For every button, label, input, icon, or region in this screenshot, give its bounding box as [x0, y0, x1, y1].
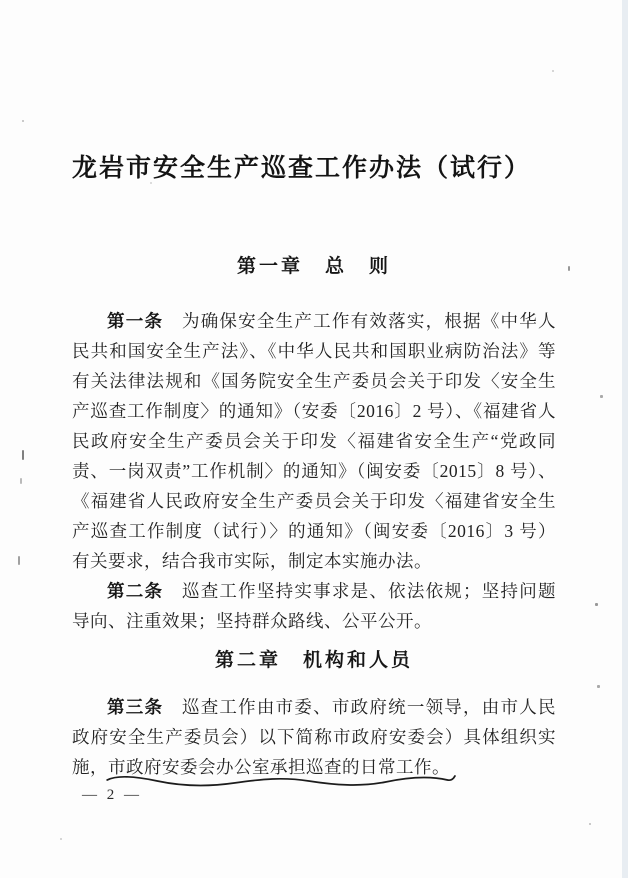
scan-speck [597, 685, 600, 688]
text-line [72, 336, 556, 366]
scan-speck [18, 556, 20, 565]
article-label: 第一条 [107, 311, 164, 331]
page-number: — 2 — [82, 787, 142, 803]
scan-speck [600, 395, 603, 398]
text-line [72, 516, 556, 546]
article-label: 第二条 [107, 581, 164, 601]
text-line [72, 606, 556, 636]
text-segment: 产巡查工作制度（试行）〉的通知》（闽安委〔2016〕3 号） [72, 521, 556, 541]
text-segment: 巡查工作由市委、市政府统一领导，由市人民 [163, 697, 556, 717]
text-segment: 导向、注重效果；坚持群众路线、公平公开。 [72, 611, 432, 631]
scan-edge-strip [622, 0, 628, 878]
text-line [72, 692, 556, 722]
text-line [72, 366, 556, 396]
scan-speck [150, 182, 152, 184]
text-segment: 巡查工作坚持实事求是、依法依规；坚持问题 [163, 581, 556, 601]
article-label: 第三条 [107, 697, 164, 717]
text-segment: 责、一岗双责”工作机制〉的通知》（闽安委〔2015〕8 号）、 [72, 461, 556, 481]
scan-speck [595, 603, 598, 606]
text-segment: 有关法律法规和《国务院安全生产委员会关于印发〈安全生 [72, 371, 556, 391]
text-segment: 施， [72, 757, 108, 777]
text-segment: 民共和国安全生产法》、《中华人民共和国职业病防治法》等 [72, 341, 556, 361]
document-title: 龙岩市安全生产巡查工作办法（试行） [72, 155, 532, 182]
text-line [72, 396, 556, 426]
underlined-text: 市政府安委会办公室承担巡查的日常工作。 [108, 757, 450, 777]
text-line [72, 306, 556, 336]
scan-speck [60, 838, 62, 840]
chapter-1: 第一章 总 则 [236, 256, 391, 277]
text-line [72, 752, 556, 782]
text-segment: 有关要求，结合我市实际，制定本实施办法。 [72, 551, 432, 571]
chapter-2: 第二章 机构和人员 [214, 650, 413, 671]
text-segment: 为确保安全生产工作有效落实，根据《中华人 [163, 311, 556, 331]
text-segment: 产巡查工作制度〉的通知》（安委〔2016〕2 号）、《福建省人 [72, 401, 556, 421]
text-line [72, 546, 556, 576]
text-line [72, 576, 556, 606]
text-line [72, 722, 556, 752]
document-body [72, 254, 556, 782]
text-line [72, 456, 556, 486]
text-line [72, 486, 556, 516]
text-line [72, 426, 556, 456]
text-segment: 民政府安全生产委员会关于印发〈福建省安全生产“党政同 [72, 431, 556, 451]
scan-speck [20, 478, 22, 484]
scan-speck [568, 266, 570, 271]
scan-speck [22, 450, 24, 460]
text-segment: 政府安全生产委员会）以下简称市政府安委会）具体组织实 [72, 727, 556, 747]
scan-speck [552, 70, 554, 72]
scan-speck [589, 823, 591, 825]
text-segment: 《福建省人民政府安全生产委员会关于印发〈福建省安全生 [72, 491, 556, 511]
scan-speck [22, 120, 24, 122]
